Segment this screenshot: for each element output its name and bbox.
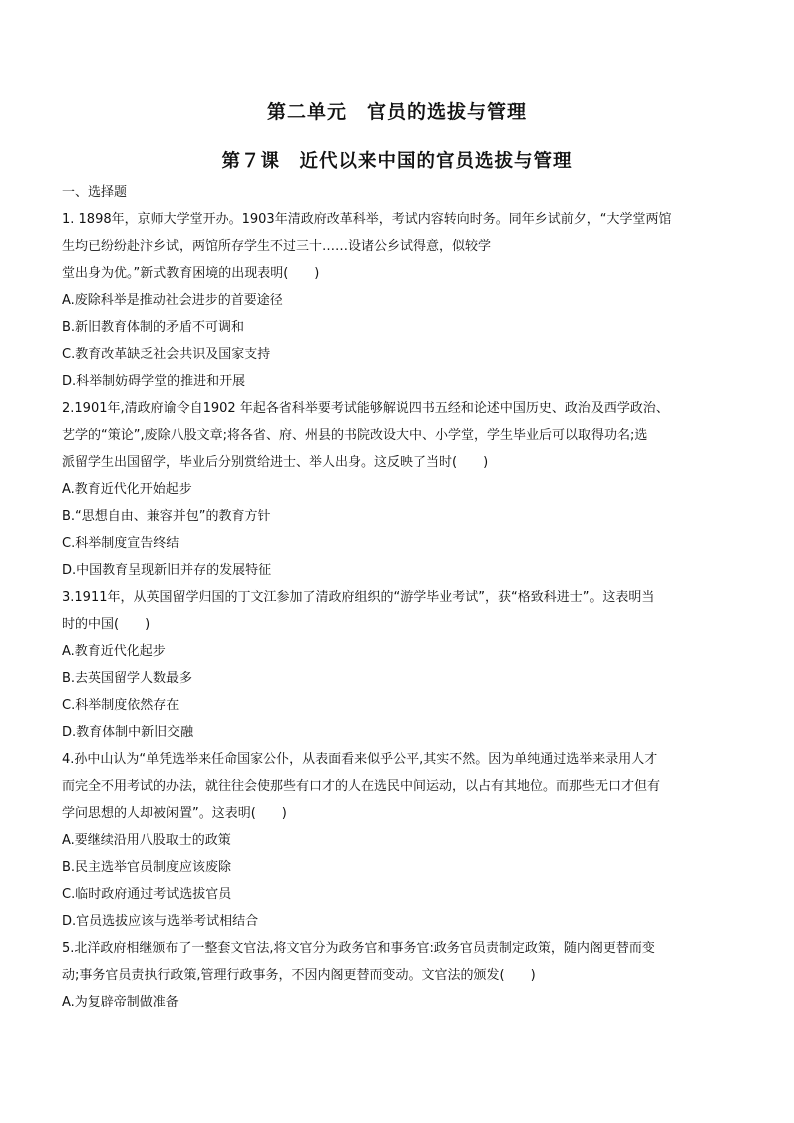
option-b: B.民主选举官员制度应该废除 [62, 860, 232, 875]
option-d: D.中国教育呈现新旧并存的发展特征 [62, 563, 272, 578]
question-1 [62, 206, 732, 395]
question-5 [62, 935, 732, 1016]
option-b: B.去英国留学人数最多 [62, 671, 193, 686]
lesson-title: 第７课 近代以来中国的官员选拔与管理 [221, 151, 573, 172]
option-c: C.教育改革缺乏社会共识及国家支持 [62, 347, 271, 362]
option-a: A.教育近代化起步 [62, 644, 166, 659]
question-stem-line: 3.1911年，从英国留学归国的丁文江参加了清政府组织的“游学毕业考试”，获“格致科进士”。这表明当 [62, 590, 655, 605]
option-c: C.科举制度宣告终结 [62, 536, 180, 551]
question-stem-line: 堂出身为优。”新式教育困境的出现表明( ) [62, 266, 320, 281]
option-a: A.要继续沿用八股取士的政策 [62, 833, 231, 848]
question-4 [62, 746, 732, 935]
option-b: B.“思想自由、兼容并包”的教育方针 [62, 509, 271, 524]
question-stem-line: 时的中国( ) [62, 617, 151, 632]
unit-title: 第二单元 官员的选拔与管理 [266, 101, 527, 123]
option-c: C.临时政府通过考试选拔官员 [62, 887, 232, 902]
question-stem-line: 派留学生出国留学，毕业后分别赏给进士、举人出身。这反映了当时( ) [62, 455, 489, 470]
option-b: B.新旧教育体制的矛盾不可调和 [62, 320, 245, 335]
question-content [62, 179, 732, 1016]
question-stem-line: 而完全不用考试的办法，就往往会使那些有口才的人在选民中间运动，以占有其地位。而那些无口才但有 [62, 779, 661, 794]
option-a: A.为复辟帝制做准备 [62, 995, 179, 1010]
option-c: C.科举制度依然存在 [62, 698, 180, 713]
question-3 [62, 584, 732, 746]
option-d: D.教育体制中新旧交融 [62, 725, 194, 740]
option-a: A.废除科举是推动社会进步的首要途径 [62, 293, 283, 308]
question-stem-line: 5.北洋政府相继颁布了一整套文官法,将文官分为政务官和事务官:政务官员责制定政策，随内阁更替而变 [62, 941, 655, 956]
question-stem-line: 4.孙中山认为“单凭选举来任命国家公仆，从表面看来似乎公平,其实不然。因为单纯通过选举来录用人才 [62, 752, 658, 767]
section-title: 一、选择题 [62, 185, 128, 200]
option-d: D.科举制妨碍学堂的推进和开展 [62, 374, 246, 389]
question-stem-line: 2.1901年,清政府谕令自1902 年起各省科举要考试能够解说四书五经和论述中国历史、政治及西学政治、 [62, 401, 669, 416]
question-2 [62, 395, 732, 584]
question-stem-line: 学问思想的人却被闲置”。这表明( ) [62, 806, 287, 821]
question-stem-line: 生均已纷纷赴汴乡试，两馆所存学生不过三十……设诸公乡试得意，似较学 [62, 239, 492, 254]
question-stem-line: 动;事务官员责执行政策,管理行政事务，不因内阁更替而变动。文官法的颁发( ) [62, 968, 536, 983]
option-d: D.官员选拔应该与选举考试相结合 [62, 914, 259, 929]
question-stem-line: 1. 1898年，京师大学堂开办。1903年清政府改革科举，考试内容转向时务。同年乡试前夕，“大学堂两馆 [62, 212, 672, 227]
question-stem-line: 艺学的“策论”,废除八股文章;将各省、府、州县的书院改设大中、小学堂，学生毕业后可以取得功名;选 [62, 428, 648, 443]
option-a: A.教育近代化开始起步 [62, 482, 192, 497]
